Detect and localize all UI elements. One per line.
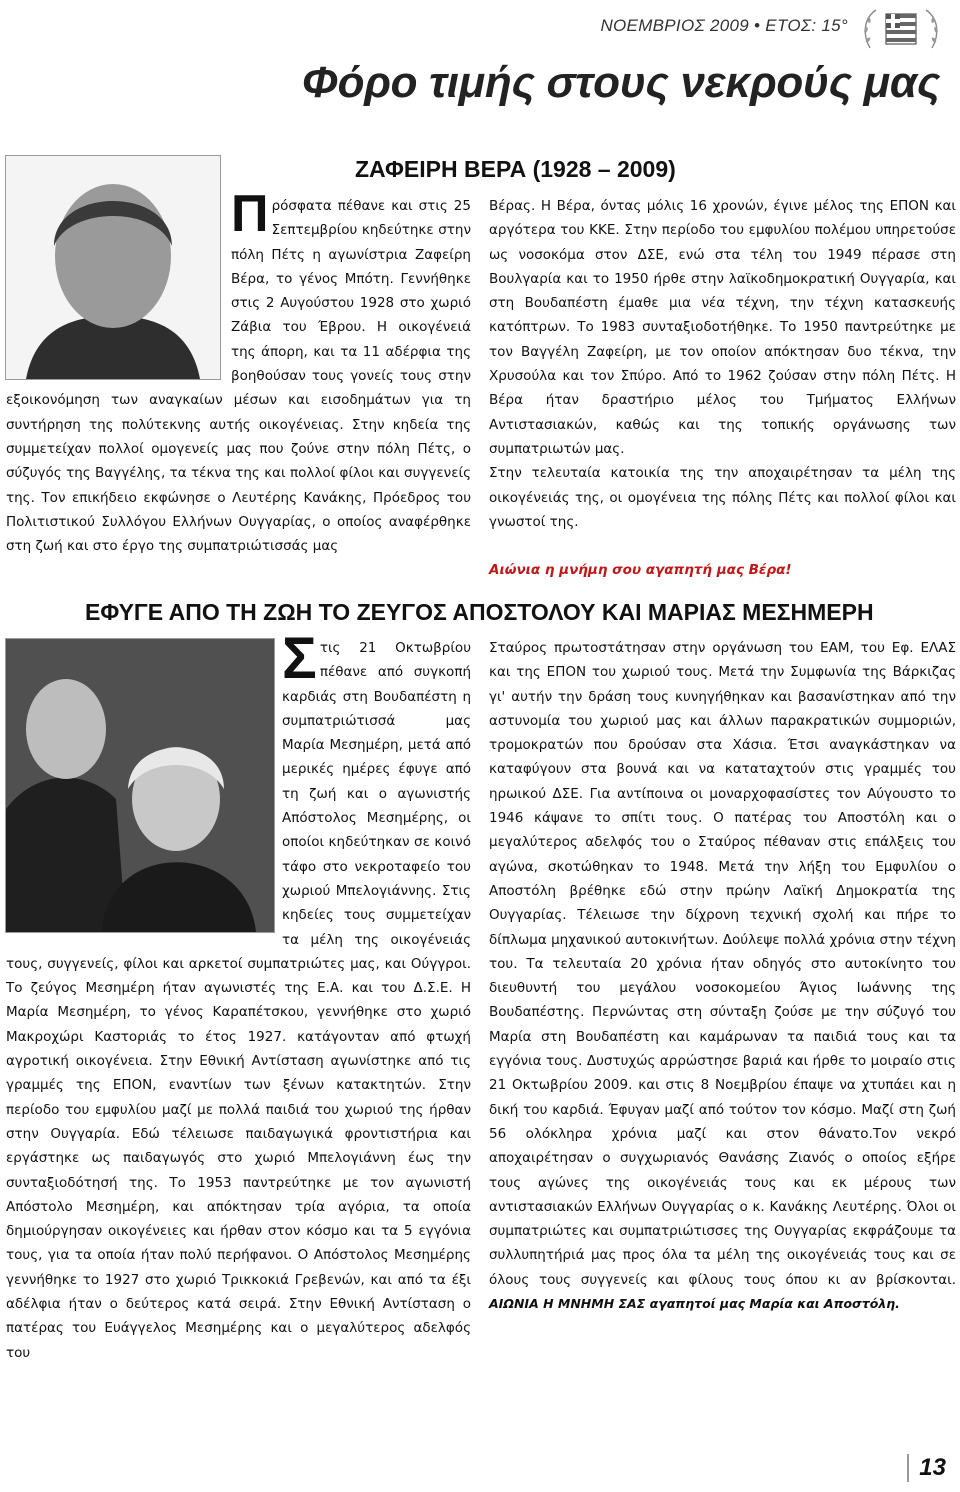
article2-text-wrap: τις 21 Οκτωβρίου πέθανε από συγκοπή καρδιάς στη Βουδαπέστη η συμπατριώτισσά μας Μαρία Μεσημέρη, μετά από μερικές ημέρες έφυγε από τη ζωή και ο αγωνιστής Απόστολος Μεσημέρης, οι οποίοι κηδεύτηκαν σε κοινό τάφο bbox=[282, 640, 471, 875]
article-heading-vera: ΖΑΦΕΙΡΗ ΒΕΡΑ (1928 – 2009) bbox=[355, 156, 676, 182]
article2-closing: ΑΙΩΝΙΑ Η ΜΝΗΜΗ ΣΑΣ αγαπητοί μας Μαρία και Αποστόλη. bbox=[489, 1296, 900, 1312]
page-title: Φόρο τιμής στους νεκρούς μας bbox=[301, 58, 940, 107]
article1-text-wrap: ρόσφατα πέθανε και στις 25 Σεπτεμβρίου κηδεύτηκε στην πόλη Πέτς η αγωνίστρια Ζαφείρη Βέρα, το γένος Μπότη. Γεννήθηκε στις 2 Αυγούστου 1928 στο χωριό Ζάβια του Έβρου. Η οικογένειά της άπορη, και τα 11 αδέρφια της bbox=[231, 198, 471, 360]
article1-right-column bbox=[489, 194, 956, 582]
article2-right-column bbox=[489, 636, 956, 1316]
dropcap: Π bbox=[231, 185, 269, 243]
dropcap-2: Σ bbox=[282, 626, 317, 691]
issue-info: ΝΟΕΜΒΡΙΟΣ 2009 • ΕΤΟΣ: 15° bbox=[600, 16, 848, 35]
article1-text-full: βοηθούσαν τους γονείς τους στην εξοικονόμηση των αναγκαίων μέσων και εισοδημάτων για τη συντήρηση της πολύτεκνης αυτής οικογένειας. Στην κηδεία της συμμετείχαν πολλοί ομογενείς μας που ζούνε στην πόλη Πέτς, ο σύζυγός της Βαγγέλης, τα τέκνα της και πολλοί φίλοι και συγγενείς της. Τον επικήδειο εκφώνησε ο Λευτέρης Κανάκης, Πρόεδρος του Πολιτιστικού Συλλόγου Ελλήνων Ουγγαρίας, ο οποίος αναφέρθηκε στη ζωή και στο έργο της συμπατριώτισσάς μας bbox=[6, 368, 471, 555]
page-number: 13 bbox=[907, 1454, 946, 1482]
photo-wrap-spacer bbox=[6, 194, 231, 388]
article2-right-paragraph-1 bbox=[489, 636, 956, 1316]
photo-wrap-spacer-2 bbox=[6, 636, 282, 928]
article1-right-paragraph-1: Βέρας. Η Βέρα, όντας μόλις 16 χρονών, έγινε μέλος της ΕΠΟΝ και αργότερα του ΚΚΕ. Στην περίοδο του εμφυλίου πολέμου υπηρετούσε ως νοσοκόμα στον ΔΣΕ, ενώ στα τέλη του 1949 πέρασε στη Βουλγαρία και το 1950 ήρθε στην λαϊκοδημοκρατική Ουγγαρία, και στη Βουδαπέστη έμαθε μια νέα τέχνη, την τέχνη κατασκευής κατόπτρων. Το 1983 συνταξιοδοτήθηκε. Το 1950 παντρεύτηκε με τον Βαγγέλη Ζαφείρη, με τον οποίον απόκτησαν δυο τέκνα, την Χρυσούλα και τον Σπύρο. Από το 1962 ζούσαν στην πόλη Πέτς. Η Βέρα ήταν δραστήριο μέλος του Τμήματος Ελλήνων Αντιστασιακών, καθώς και της τοπικής οργάνωσης των συμπατριωτών μας. bbox=[489, 198, 956, 457]
article1-right-paragraph-2: Στην τελευταία κατοικία της την αποχαιρέτησαν τα μέλη της οικογένειάς της, οι ομογένεια της πόλης Πέτς και πολλοί φίλοι και γνωστοί της. bbox=[489, 465, 956, 530]
emblem-logo bbox=[860, 4, 942, 54]
article1-closing: Αιώνια η μνήμη σου αγαπητή μας Βέρα! bbox=[489, 562, 792, 579]
article2-text-full: στο νεκροταφείο του χωριού Μπελογιάννης. Στις κηδείες τους συμμετείχαν τα μέλη της οικογένειάς τους, συγγενείς, φίλοι και αρκετοί συμπατριώτες μας, και Ούγγροι. Το ζεύγος Μεσημέρη ήταν αγωνιστές της Ε.Α. και του Δ.Σ.Ε. Η Μαρία Μεσημέρη, το γένος Καραπέτσκου, γεννήθηκε στο χωριό Μακροχώρι Καστοριάς το έτος 1927. κατάγονταν από φτωχή αγροτική οικογένεια. Στην Εθνική Αντίσταση αγωνίστηκε από τις γραμμές της ΕΠΟΝ, εναντίων των ξένων κατακτητών. Στην περίοδο του εμφυλίου μαζί με πολλά παιδιά του χωριού της ήρθαν στην Ουγγαρία. Εδώ τέλειωσε παιδαγωγικά φροντιστήρια και εργάστηκε ως παιδαγωγός στο χωριό Μπελογιάννη έως την συνταξιοδότησή της. Το 1953 παντρεύτηκε με τον αγωνιστή Απόστολο Μεσημέρη, και απόκτησαν τρία αγόρια, τα οποία δημιούργησαν οικογένειες και ήρθαν στον κόσμο και τα 5 εγγόνια τους, για τα οποία ήταν πολύ περήφανοι. Ο Απόστολος Μεσημέρης γεννήθηκε το 1927 στο χωριό Τρικκοκιά Γρεβενών, και από τα έξι αδέλφια ήταν ο δεύτερος κατά σειρά. Στην Εθνική Αντίσταση ο πατέρας του Ευάγγελος Μεσημέρης και ο μεγαλύτερος αδελφός του bbox=[6, 858, 471, 1361]
article-heading-mesimeri: ΕΦΥΓΕ ΑΠΟ ΤΗ ΖΩΗ ΤΟ ΖΕΥΓΟΣ ΑΠΟΣΤΟΛΟΥ ΚΑΙ ΜΑΡΙΑΣ ΜΕΣΗΜΕΡΗ bbox=[85, 599, 874, 625]
article2-left-column bbox=[6, 626, 471, 1365]
article1-left-column bbox=[6, 185, 471, 558]
article2-right-text: Σταύρος πρωτοστάτησαν στην οργάνωση του ΕΑΜ, του Εφ. ΕΛΑΣ και της ΕΠΟΝ του χωριού τους. Μετά την Συμφωνία της Βάρκιζας γι' αυτήν την δράση τους κυνηγήθηκαν και βασανίστηκαν από την αστυνομία του χωριού μας και άλλων παρακρατικών συμμοριών, τρομοκρατών που δρούσαν στα Χάσια. Έτσι αναγκάστηκαν να καταφύγουν στα βουνά και να καταταχτούν στις γραμμές του ηρωικού ΔΣΕ. Για αντίποινα οι μοναρχοφασίστες τον Αύγουστο το 1946 κάψανε το σπίτι τους. Ο πατέρας του Αποστόλη και ο μεγαλύτερος αδελφός του ο Σταύρος πέθαναν στις επάλξεις του αγώνα, σκοτώθηκαν το 1948. Μετά την λήξη του Εμφυλίου ο Αποστόλη βρέθηκε εδώ στην πρώην Λαϊκή Δημοκρατία της Ουγγαρίας. Τέλειωσε την δίχρονη τεχνική σχολή και πήρε το δίπλωμα μηχανικού αυτοκινήτων. Δούλεψε πολλά χρόνια στην τέχνη του. Τα τελευταία 20 χρόνια ήταν οδηγός στο αυτοκίνητο του διευθυντή του μεγάλου νοσοκομείου Άγιος Ιωάννης της Βουδαπέστης. Περνώντας στη σύνταξη ζούσε με την σύζυγό του Μαρία στη Βουδαπέστη και καμάρωναν τα παιδιά τους και τα εγγόνια τους. Δυστυχώς αρρώστησε βαριά και ήρθε το μοιραίο στις 21 Οκτωβρίου 2009. και στις 8 Νοεμβρίου έπαψε να χτυπάει και η δική του καρδιά. Έφυγαν μαζί από τούτον τον κόσμο. Μαζί στη ζωή 56 ολόκληρα χρόνια μαζί και στον θάνατο.Τον νεκρό αποχαιρέτησαν ο συγχωριανός Θανάσης Ζιανός ο οποίος εξήρε τους αγώνες της οικογένειάς τους και εκ μέρους των αντιστασιακών Ελλήνων Ουγγαρίας ο κ. Κανάκης Λευτέρης. Όλοι οι συμπατριώτες και συμπατριώτισσες της Ουγγαρίας εκφράζουμε τα συλλυπητήριά μας προς όλα τα μέλη της οικογένειάς τους και σε όλους τους συγγενείς και φίλους τους όπου κι αν βρίσκονται. bbox=[489, 640, 956, 1288]
